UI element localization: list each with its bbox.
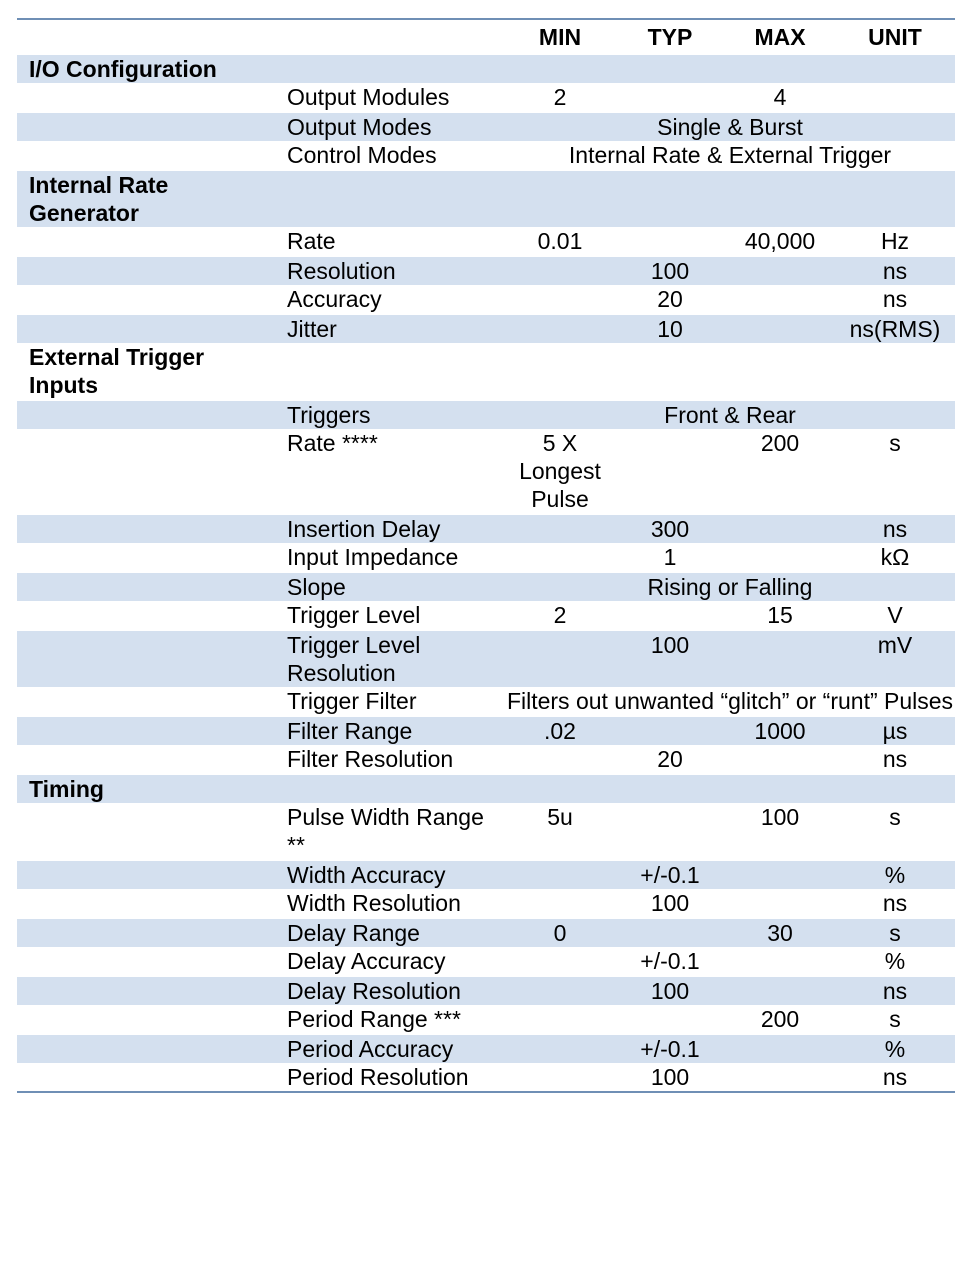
table-row	[17, 543, 955, 572]
parameter-name: Accuracy	[265, 285, 505, 314]
max-value	[725, 889, 835, 918]
section-label	[17, 745, 265, 774]
table-row	[17, 803, 955, 860]
section-label	[17, 976, 265, 1005]
typ-value	[615, 343, 725, 400]
section-label	[17, 947, 265, 976]
parameter-name: Delay Range	[265, 918, 505, 947]
unit-value: V	[835, 601, 955, 630]
unit-value: µs	[835, 716, 955, 745]
min-value: 5u	[505, 803, 615, 860]
typ-value: 10	[615, 314, 725, 343]
section-label	[17, 256, 265, 285]
table-row	[17, 918, 955, 947]
unit-value: %	[835, 860, 955, 889]
section-label: Timing	[17, 774, 265, 803]
section-label	[17, 400, 265, 429]
max-value: 200	[725, 429, 835, 514]
table-row	[17, 947, 955, 976]
header-param	[265, 19, 505, 54]
header-typ: TYP	[647, 23, 693, 50]
spanned-value: Front & Rear	[505, 400, 955, 429]
table-row	[17, 1005, 955, 1034]
max-value	[725, 1063, 835, 1092]
min-value: .02	[505, 716, 615, 745]
parameter-name	[265, 343, 505, 400]
typ-value	[615, 170, 725, 227]
table-row	[17, 774, 955, 803]
typ-value	[615, 1005, 725, 1034]
min-value	[505, 285, 615, 314]
unit-value	[835, 170, 955, 227]
max-value	[725, 54, 835, 83]
unit-value: s	[835, 1005, 955, 1034]
parameter-name	[265, 54, 505, 83]
unit-value: s	[835, 918, 955, 947]
table-row	[17, 285, 955, 314]
spanned-value: Internal Rate & External Trigger	[505, 141, 955, 170]
header-min: MIN	[538, 23, 582, 50]
max-value: 15	[725, 601, 835, 630]
header-row	[17, 19, 955, 54]
max-value: 30	[725, 918, 835, 947]
table-row	[17, 227, 955, 256]
parameter-name: Jitter	[265, 314, 505, 343]
table-row	[17, 889, 955, 918]
min-value: 0	[505, 918, 615, 947]
section-label	[17, 1005, 265, 1034]
section-label	[17, 314, 265, 343]
min-value: 0.01	[505, 227, 615, 256]
table-row	[17, 572, 955, 601]
typ-value: +/-0.1	[615, 1034, 725, 1063]
typ-value: 100	[615, 630, 725, 687]
unit-value: %	[835, 947, 955, 976]
min-value: 2	[505, 601, 615, 630]
section-label	[17, 803, 265, 860]
parameter-name: Period Range ***	[265, 1005, 505, 1034]
parameter-name: Trigger Level Resolution	[265, 630, 505, 687]
parameter-name: Slope	[265, 572, 505, 601]
unit-value: ns	[835, 745, 955, 774]
parameter-name: Period Accuracy	[265, 1034, 505, 1063]
section-label	[17, 112, 265, 141]
table-row	[17, 429, 955, 514]
max-value	[725, 256, 835, 285]
parameter-name: Output Modes	[265, 112, 505, 141]
min-value	[505, 256, 615, 285]
unit-value: Hz	[835, 227, 955, 256]
section-label	[17, 543, 265, 572]
unit-value: s	[835, 803, 955, 860]
max-value: 1000	[725, 716, 835, 745]
parameter-name: Rate	[265, 227, 505, 256]
min-value	[505, 1005, 615, 1034]
typ-value	[615, 774, 725, 803]
parameter-name: Resolution	[265, 256, 505, 285]
table-row	[17, 256, 955, 285]
typ-value	[615, 803, 725, 860]
min-value	[505, 343, 615, 400]
unit-value: %	[835, 1034, 955, 1063]
section-label	[17, 1063, 265, 1092]
table-row	[17, 630, 955, 687]
section-label	[17, 429, 265, 514]
section-label	[17, 918, 265, 947]
typ-value: 100	[615, 976, 725, 1005]
min-value	[505, 1063, 615, 1092]
section-label	[17, 860, 265, 889]
max-value	[725, 860, 835, 889]
parameter-name: Rate ****	[265, 429, 505, 514]
parameter-name: Filter Range	[265, 716, 505, 745]
typ-value: 100	[615, 256, 725, 285]
parameter-name: Control Modes	[265, 141, 505, 170]
section-label: Internal Rate Generator	[17, 170, 265, 227]
table-row	[17, 976, 955, 1005]
unit-value	[835, 343, 955, 400]
max-value	[725, 976, 835, 1005]
max-value	[725, 314, 835, 343]
table-row	[17, 170, 955, 227]
parameter-name: Trigger Filter	[265, 687, 505, 716]
typ-value: 20	[615, 285, 725, 314]
table-row	[17, 687, 955, 716]
table-row	[17, 745, 955, 774]
section-label	[17, 227, 265, 256]
unit-value: ns(RMS)	[835, 314, 955, 343]
table-row	[17, 716, 955, 745]
parameter-name: Filter Resolution	[265, 745, 505, 774]
typ-value	[615, 227, 725, 256]
typ-value	[615, 601, 725, 630]
min-value	[505, 514, 615, 543]
spec-body	[17, 54, 955, 1092]
parameter-name: Output Modules	[265, 83, 505, 112]
parameter-name: Insertion Delay	[265, 514, 505, 543]
max-value: 100	[725, 803, 835, 860]
parameter-name: Delay Resolution	[265, 976, 505, 1005]
section-label	[17, 1034, 265, 1063]
parameter-name: Triggers	[265, 400, 505, 429]
unit-value: kΩ	[835, 543, 955, 572]
table-row	[17, 314, 955, 343]
parameter-name: Input Impedance	[265, 543, 505, 572]
typ-value	[615, 83, 725, 112]
table-row	[17, 83, 955, 112]
table-row	[17, 514, 955, 543]
spec-table	[17, 18, 955, 1093]
typ-value: 20	[615, 745, 725, 774]
max-value	[725, 343, 835, 400]
section-label	[17, 630, 265, 687]
spanned-value: Rising or Falling	[505, 572, 955, 601]
min-value	[505, 745, 615, 774]
typ-value	[615, 716, 725, 745]
typ-value: 1	[615, 543, 725, 572]
typ-value: 100	[615, 889, 725, 918]
max-value	[725, 1034, 835, 1063]
section-label	[17, 687, 265, 716]
min-value	[505, 947, 615, 976]
max-value	[725, 514, 835, 543]
max-value: 40,000	[725, 227, 835, 256]
max-value	[725, 774, 835, 803]
header-max: MAX	[754, 23, 806, 50]
typ-value: +/-0.1	[615, 947, 725, 976]
header-unit: UNIT	[868, 23, 922, 50]
unit-value: mV	[835, 630, 955, 687]
section-label	[17, 572, 265, 601]
min-value	[505, 314, 615, 343]
min-value	[505, 774, 615, 803]
header-section	[17, 19, 265, 54]
parameter-name: Delay Accuracy	[265, 947, 505, 976]
table-row	[17, 343, 955, 400]
table-row	[17, 601, 955, 630]
parameter-name: Width Resolution	[265, 889, 505, 918]
section-label: External Trigger Inputs	[17, 343, 265, 400]
section-label	[17, 514, 265, 543]
table-row	[17, 400, 955, 429]
unit-value: ns	[835, 1063, 955, 1092]
section-label	[17, 285, 265, 314]
parameter-name: Width Accuracy	[265, 860, 505, 889]
max-value	[725, 947, 835, 976]
section-label	[17, 141, 265, 170]
typ-value: +/-0.1	[615, 860, 725, 889]
unit-value: ns	[835, 976, 955, 1005]
max-value	[725, 745, 835, 774]
min-value	[505, 630, 615, 687]
min-value	[505, 543, 615, 572]
parameter-name: Pulse Width Range **	[265, 803, 505, 860]
max-value	[725, 170, 835, 227]
max-value	[725, 630, 835, 687]
table-row	[17, 1063, 955, 1092]
typ-value	[615, 54, 725, 83]
table-row	[17, 1034, 955, 1063]
spanned-value: Single & Burst	[505, 112, 955, 141]
unit-value: ns	[835, 889, 955, 918]
table-row	[17, 141, 955, 170]
unit-value: ns	[835, 285, 955, 314]
section-label	[17, 83, 265, 112]
table-row	[17, 54, 955, 83]
unit-value: ns	[835, 514, 955, 543]
section-label: I/O Configuration	[17, 54, 265, 83]
min-value	[505, 54, 615, 83]
typ-value	[615, 429, 725, 514]
max-value	[725, 543, 835, 572]
parameter-name: Period Resolution	[265, 1063, 505, 1092]
min-value	[505, 889, 615, 918]
min-value	[505, 170, 615, 227]
table-row	[17, 860, 955, 889]
max-value	[725, 285, 835, 314]
unit-value	[835, 54, 955, 83]
typ-value: 100	[615, 1063, 725, 1092]
typ-value	[615, 918, 725, 947]
max-value: 200	[725, 1005, 835, 1034]
parameter-name	[265, 774, 505, 803]
unit-value	[835, 774, 955, 803]
min-value	[505, 976, 615, 1005]
section-label	[17, 889, 265, 918]
unit-value: ns	[835, 256, 955, 285]
min-value	[505, 860, 615, 889]
unit-value	[835, 83, 955, 112]
spanned-value: Filters out unwanted “glitch” or “runt” Pulses	[506, 688, 954, 714]
section-label	[17, 716, 265, 745]
min-value	[505, 1034, 615, 1063]
table-row	[17, 112, 955, 141]
unit-value: s	[835, 429, 955, 514]
min-value: 5 X Longest Pulse	[505, 429, 615, 514]
parameter-name	[265, 170, 505, 227]
section-label	[17, 601, 265, 630]
typ-value: 300	[615, 514, 725, 543]
parameter-name: Trigger Level	[265, 601, 505, 630]
min-value: 2	[505, 83, 615, 112]
max-value: 4	[725, 83, 835, 112]
